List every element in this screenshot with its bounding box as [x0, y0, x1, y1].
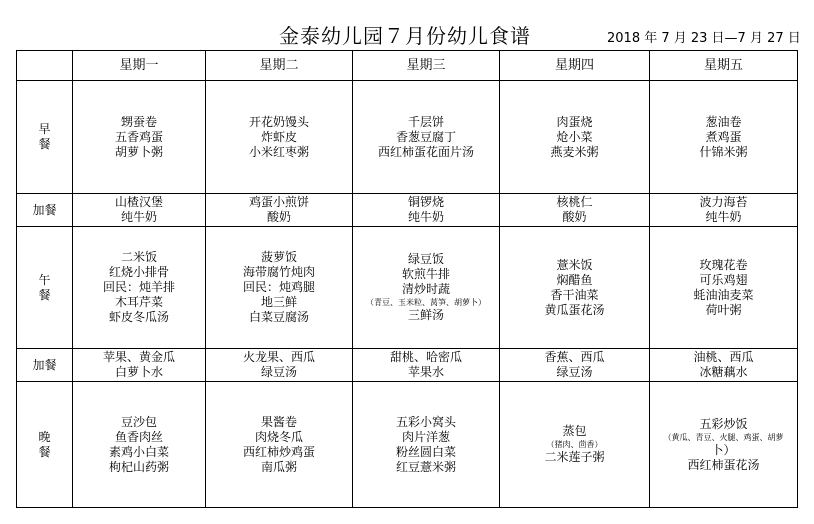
- menu-body: [17, 81, 798, 508]
- dish-line: 软煎牛排: [401, 267, 450, 281]
- dish-line: 香干油菜: [550, 287, 599, 302]
- dish-line: 什锦米粥: [699, 144, 748, 159]
- dish-line: 蚝油油麦菜: [693, 287, 754, 302]
- dish-line: （黄瓜、青豆、火腿、鸡蛋、胡萝: [663, 432, 784, 442]
- dish-line: 肉蛋烧: [556, 114, 593, 129]
- dish-line: 五彩炒饭: [699, 416, 748, 431]
- dish-line: 枸杞山药粥: [108, 459, 169, 474]
- dish-line: 回民：炖鸡腿: [242, 280, 315, 294]
- dish-line: 海带腐竹炖肉: [242, 265, 315, 279]
- dish-line: 素鸡小白菜: [108, 444, 169, 459]
- dish-line: 炸虾皮: [260, 129, 297, 144]
- meal-row: [17, 194, 798, 227]
- dish-line: （猪肉、茴香）: [546, 440, 603, 449]
- dish-line: 焖醋鱼: [556, 272, 593, 287]
- dish-line: 纯牛奶: [705, 210, 742, 224]
- dish-line: 甜桃、哈密瓜: [389, 350, 462, 364]
- dish-line: 薏米饭: [556, 257, 593, 272]
- dish-line: 菠萝饭: [260, 250, 297, 264]
- dish-line: 肉烧冬瓜: [254, 429, 303, 444]
- dish-line: 鱼香肉丝: [114, 429, 163, 444]
- dish-line: 地三鲜: [260, 295, 297, 309]
- dish-line: 冰糖藕水: [699, 365, 748, 379]
- dish-line: 苹果、黄金瓜: [102, 350, 175, 364]
- menu-cell: [650, 382, 798, 508]
- menu-cell: [73, 349, 206, 382]
- dish-line: 苹果水: [407, 365, 444, 379]
- menu-cell: [206, 81, 353, 194]
- dish-line: 酸奶: [266, 210, 291, 224]
- meal-row: [17, 227, 798, 349]
- corner-cell: [17, 51, 73, 81]
- menu-cell: [206, 227, 353, 349]
- menu-table: [16, 50, 798, 508]
- dish-line: 卜）: [711, 442, 736, 457]
- dish-line: 铜锣烧: [407, 195, 444, 209]
- dish-line: （青豆、玉米粒、莴笋、胡萝卜）: [366, 298, 486, 307]
- meal-label: 加餐: [17, 194, 73, 227]
- dish-line: 荷叶粥: [705, 302, 742, 317]
- dish-line: 肉片洋葱: [401, 429, 450, 444]
- menu-cell: [500, 227, 650, 349]
- dish-line: 西红柿蛋花面片汤: [377, 144, 474, 159]
- dish-line: 豆沙包: [120, 414, 157, 429]
- menu-cell: [353, 349, 500, 382]
- meal-label: 早 餐: [17, 81, 73, 194]
- dish-line: 西红柿炒鸡蛋: [242, 444, 315, 459]
- menu-cell: [650, 81, 798, 194]
- dish-line: 回民：炖羊排: [102, 280, 175, 294]
- menu-cell: [650, 227, 798, 349]
- dish-line: 南瓜粥: [260, 459, 297, 474]
- dish-line: 绿豆汤: [556, 365, 593, 379]
- dish-line: 煮鸡蛋: [705, 129, 742, 144]
- day-header: 星期四: [500, 51, 650, 81]
- menu-cell: [73, 81, 206, 194]
- menu-cell: [500, 194, 650, 227]
- menu-cell: [650, 349, 798, 382]
- dish-line: 果酱卷: [260, 414, 297, 429]
- dish-line: 五香鸡蛋: [114, 129, 163, 144]
- day-header: 星期五: [650, 51, 798, 81]
- dish-line: 绿豆饭: [407, 252, 444, 266]
- dish-line: 白萝卜水: [114, 365, 163, 379]
- dish-line: 玫瑰花卷: [699, 257, 748, 272]
- dish-line: 蒸包: [562, 424, 587, 438]
- menu-cell: [73, 382, 206, 508]
- meal-row: [17, 81, 798, 194]
- dish-line: 香葱豆腐丁: [395, 129, 456, 144]
- day-header: 星期二: [206, 51, 353, 81]
- dish-line: 小米红枣粥: [248, 144, 309, 159]
- dish-line: 二米莲子粥: [544, 450, 605, 464]
- dish-line: 鸡蛋小煎饼: [248, 195, 309, 209]
- menu-cell: [650, 194, 798, 227]
- dish-line: 甥蚕卷: [120, 114, 157, 129]
- menu-cell: [206, 349, 353, 382]
- menu-cell: [206, 194, 353, 227]
- dish-line: 纯牛奶: [407, 210, 444, 224]
- dish-line: 酸奶: [562, 210, 587, 224]
- dish-line: 虾皮冬瓜汤: [108, 310, 169, 324]
- dish-line: 二米饭: [120, 250, 157, 264]
- dish-line: 开花奶馒头: [248, 114, 309, 129]
- dish-line: 可乐鸡翅: [699, 272, 748, 287]
- dish-line: 千层饼: [407, 114, 444, 129]
- dish-line: 木耳芹菜: [114, 295, 163, 309]
- dish-line: 燕麦米粥: [550, 144, 599, 159]
- dish-line: 胡萝卜粥: [114, 144, 163, 159]
- dish-line: 三鲜汤: [407, 308, 444, 322]
- menu-cell: [500, 81, 650, 194]
- menu-cell: [353, 382, 500, 508]
- menu-cell: [73, 194, 206, 227]
- meal-label: 晚 餐: [17, 382, 73, 508]
- dish-line: 炝小菜: [556, 129, 593, 144]
- dish-line: 纯牛奶: [120, 210, 157, 224]
- menu-cell: [206, 382, 353, 508]
- dish-line: 波力海苔: [699, 195, 748, 209]
- menu-cell: [73, 227, 206, 349]
- dish-line: 白菜豆腐汤: [248, 310, 309, 324]
- dish-line: 香蕉、西瓜: [544, 350, 605, 364]
- meal-label: 午 餐: [17, 227, 73, 349]
- dish-line: 五彩小窝头: [395, 414, 456, 429]
- dish-line: 红豆薏米粥: [395, 459, 456, 474]
- dish-line: 清炒时蔬: [401, 282, 450, 296]
- menu-cell: [500, 349, 650, 382]
- dish-line: 绿豆汤: [260, 365, 297, 379]
- page-title: 金泰幼儿园７月份幼儿食谱: [279, 24, 531, 48]
- menu-cell: [353, 81, 500, 194]
- meal-row: [17, 382, 798, 508]
- header-row: [17, 51, 798, 81]
- meal-row: [17, 349, 798, 382]
- dish-line: 火龙果、西瓜: [242, 350, 315, 364]
- menu-cell: [500, 382, 650, 508]
- dish-line: 粉丝圆白菜: [395, 444, 456, 459]
- dish-line: 核桃仁: [556, 195, 593, 209]
- dish-line: 葱油卷: [705, 114, 742, 129]
- day-header: 星期一: [73, 51, 206, 81]
- meal-label: 加餐: [17, 349, 73, 382]
- day-header: 星期三: [353, 51, 500, 81]
- dish-line: 西红柿蛋花汤: [687, 457, 760, 472]
- menu-cell: [353, 227, 500, 349]
- dish-line: 红烧小排骨: [108, 265, 169, 279]
- dish-line: 山楂汉堡: [114, 195, 163, 209]
- menu-cell: [353, 194, 500, 227]
- dish-line: 油桃、西瓜: [693, 350, 754, 364]
- dish-line: 黄瓜蛋花汤: [544, 302, 605, 317]
- date-range: 2018 年 7 月 23 日—7 月 27 日: [607, 31, 801, 46]
